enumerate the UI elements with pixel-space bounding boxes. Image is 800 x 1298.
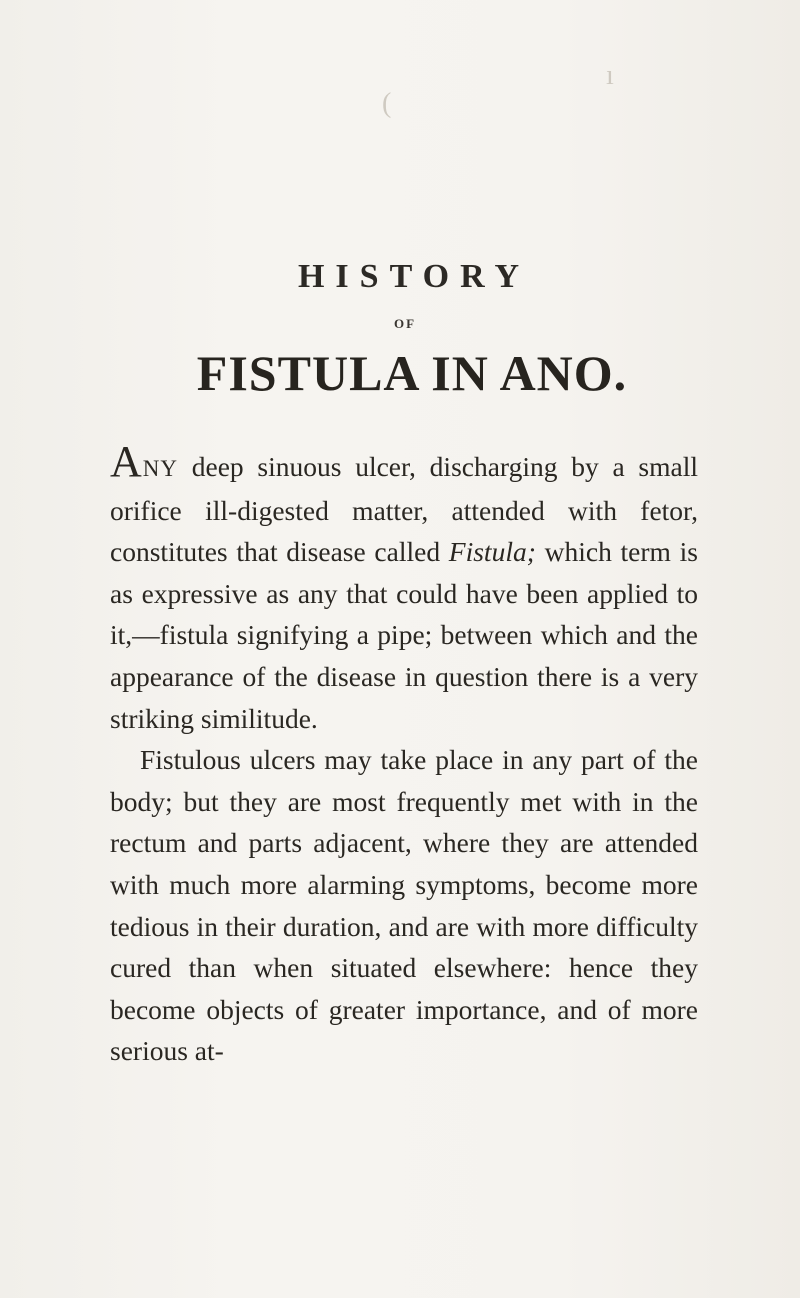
- small-caps-text: NY: [142, 456, 179, 481]
- paragraph-2: Fistulous ulcers may take place in any part of the body; but they are most frequently met with in the rectum and parts adjacent, where they are attended with much more alarming symptoms, become more tedious in their duration, and are with more difficulty cured than when situated elsewhere: hence they become objects of greater importance, and of more serious at-: [110, 744, 698, 1067]
- show-through-mark: ı: [606, 60, 614, 91]
- paragraph-1: [110, 437, 698, 739]
- show-through-mark: (: [382, 88, 392, 119]
- heading-of: OF: [393, 316, 417, 331]
- paragraph-1-text-a: deep sinuous ulcer, discharging by a small orifice ill-digested matter, attended with fetor, constitutes that disease called: [110, 451, 698, 568]
- italic-term: Fistula;: [448, 536, 536, 568]
- page-title: FISTULA IN ANO.: [196, 345, 628, 401]
- paragraph-1-text-b: which term is as expressive as any that could have been applied to it,—fistula signifying a pipe; between which and the appearance of the disease in question there is a very striking similitude.: [110, 536, 698, 734]
- body-text: [110, 437, 698, 1072]
- initial-capital: A: [110, 437, 142, 486]
- heading-history: HISTORY: [297, 258, 530, 295]
